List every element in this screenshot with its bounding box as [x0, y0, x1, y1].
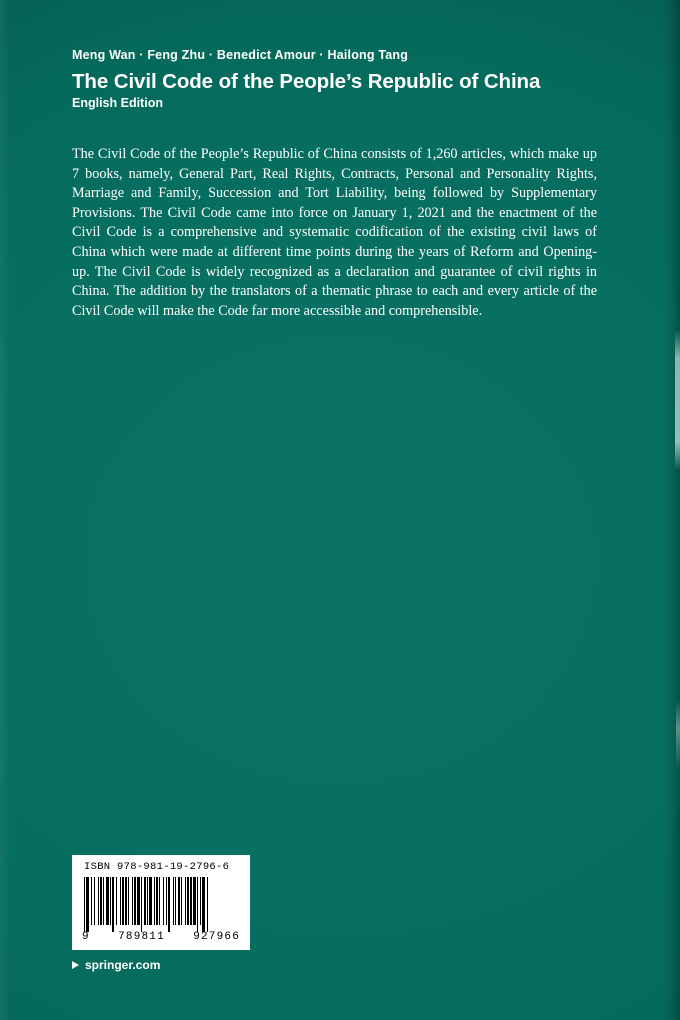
play-triangle-icon [72, 961, 79, 969]
back-cover-blurb: The Civil Code of the People’s Republic of China consists of 1,260 articles, which make up 7 books, namely, General Part, Real Rights, Contracts, Personal and Personality Rights, Marriage and Family, Succession and Tort Liability, being followed by Supplementary Provisions. The Civil Code came into force on January 1, 2021 and the enactment of the Civil Code is a comprehensive and systematic codification of the existing civil laws of China which were made at different time points during the years of Reform and Opening-up. The Civil Code is widely recognized as a declaration and guarantee of civil rights in China. The addition by the translators of a thematic phrase to each and every article of the Civil Code will make the Code far more accessible and comprehensible. [72, 146, 597, 319]
barcode-digit-group-right: 927966 [193, 931, 240, 943]
barcode-digit-group-main: 789811 [118, 931, 165, 943]
isbn-barcode-block [72, 855, 250, 950]
barcode-bars [84, 877, 238, 932]
isbn-text: ISBN 978-981-19-2796-6 [84, 861, 230, 873]
left-edge-glow [0, 0, 10, 1020]
publisher-link[interactable] [72, 958, 160, 972]
barcode-digits [82, 931, 240, 943]
publisher-name: springer.com [85, 958, 161, 972]
book-subtitle: English Edition [72, 96, 163, 110]
right-edge-highlight [675, 330, 680, 470]
right-edge-highlight-secondary [676, 700, 680, 770]
barcode-digit-group-left: 9 [82, 931, 90, 943]
authors-line: Meng Wan · Feng Zhu · Benedict Amour · Hailong Tang [72, 48, 409, 62]
right-edge-shadow [662, 0, 680, 1020]
book-title: The Civil Code of the People’s Republic of China [72, 70, 541, 93]
